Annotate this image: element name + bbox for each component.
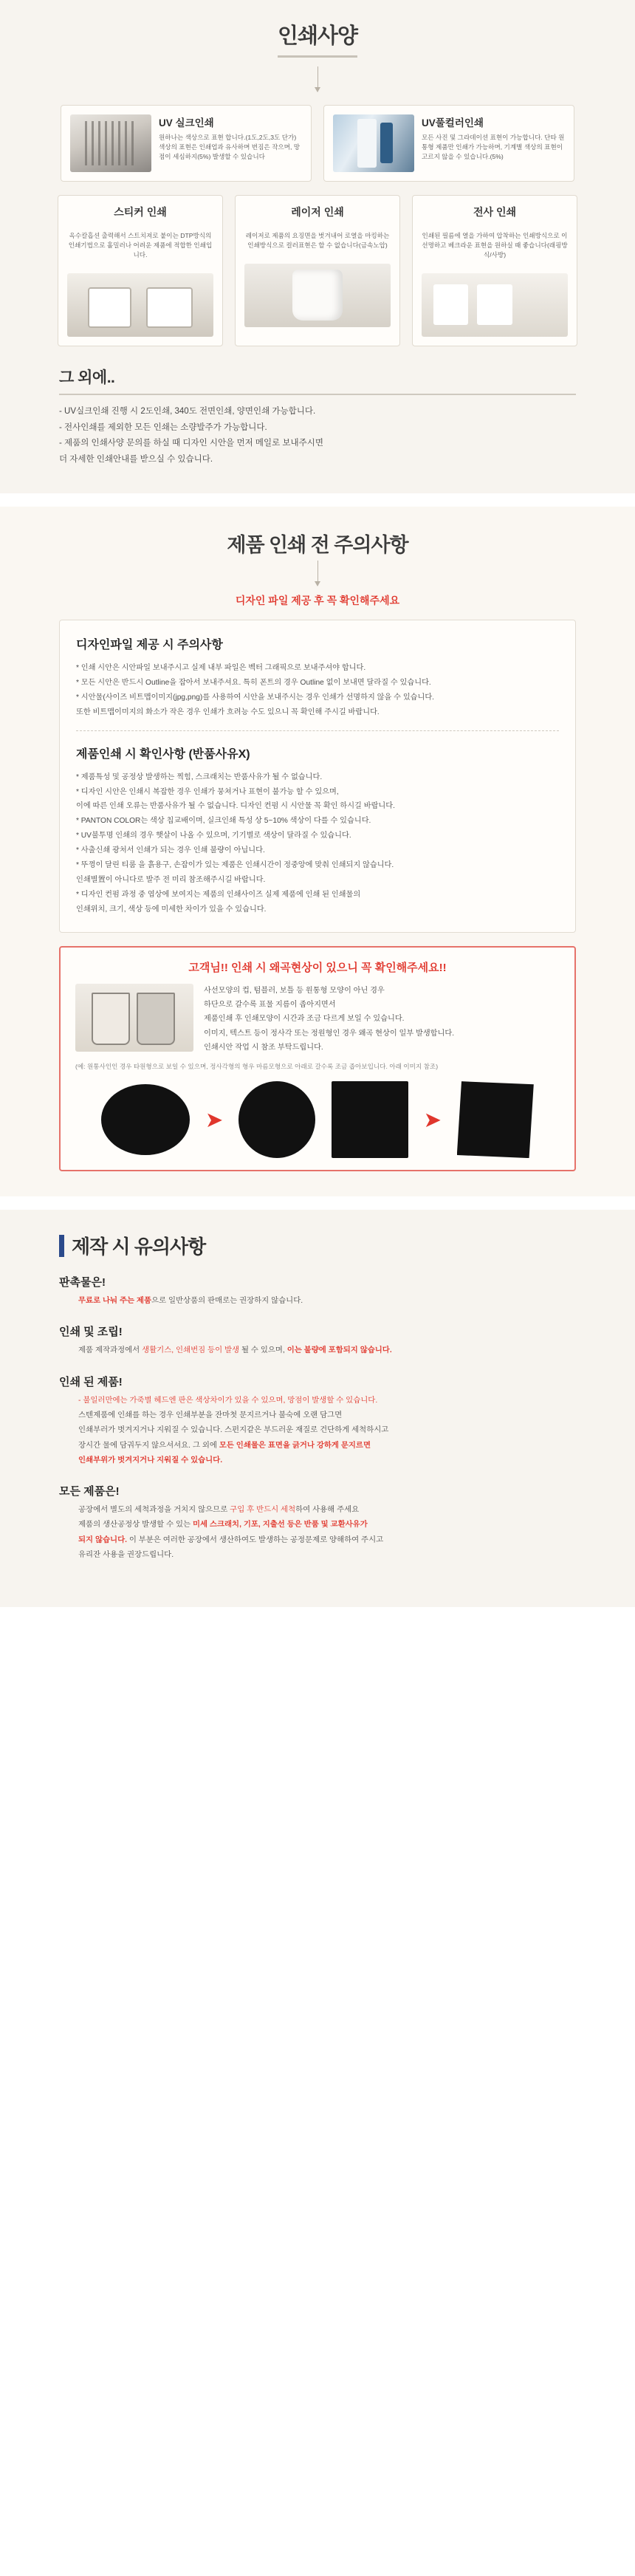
section-pre-print-caution [0, 507, 635, 1196]
warning-line: 사선모양의 컵, 텀블러, 보틀 등 원통형 모양이 아닌 경우 [204, 986, 385, 995]
print-cards-row-top [0, 105, 635, 182]
block2-line: * UV불투명 인쇄의 경우 햇살이 나올 수 있으며, 기기별로 색상이 달라질 수 있습니다. [76, 832, 351, 840]
laser-photo [244, 264, 391, 327]
tumbler-photo [75, 984, 193, 1052]
print-card-uv-fullcolor [323, 105, 574, 182]
section-gap [0, 1196, 635, 1210]
group-line: 제품의 생산공정상 발생할 수 있는 미세 스크래치, 기포, 지출선 등은 반품 및 교환사유가 [78, 1521, 368, 1530]
block2-line: * PANTON COLOR는 색상 칩교배이며, 실크인쇄 특성 상 5~10% 색상이 다를 수 있습니다. [76, 817, 371, 826]
section1-title [273, 19, 362, 64]
warning-line: 이미지, 텍스트 등이 정사각 또는 정원형인 경우 왜곡 현상이 일부 발생합니다. [204, 1029, 455, 1038]
block1-line: * 인쇄 시안은 시안파일 보내주시고 실제 내부 파일은 벡터 그래픽으로 보내주셔야 합니다. [76, 664, 366, 673]
group-heading: 판촉물은! [59, 1276, 106, 1289]
warning-text [204, 984, 454, 1055]
note-group-all-products [59, 1483, 576, 1563]
group-line: 장시간 물에 담궈두지 않으셔셔요. 그 외에 모든 인쇄물은 표면을 긁거나 강하게 문지르면 [78, 1441, 371, 1450]
card-text [159, 114, 302, 172]
card-title: 전사 인쇄 [473, 206, 516, 218]
distortion-shapes-row [75, 1081, 560, 1158]
uv-silk-photo [70, 114, 151, 172]
warning-note: (예: 원통사인인 경우 타원형으로 보일 수 있으며, 정사각형의 형우 마름모형으로 아래로 갈수록 조금 좁아보입니다. 아래 이미지 참조) [75, 1063, 439, 1071]
block2-heading: 제품인쇄 시 확인사항 (반품사유X) [76, 747, 250, 761]
etc-item: 더 자세한 인쇄안내를 받으실 수 있습니다. [59, 455, 213, 465]
note-group-printed-product [59, 1374, 576, 1468]
right-arrow-icon: ➤ [425, 1108, 441, 1131]
section1-title-wrap [0, 19, 635, 64]
square-shape-icon [332, 1081, 408, 1158]
warning-title: 고객님!! 인쇄 시 왜곡현상이 있으니 꼭 확인해주세요!! [188, 961, 447, 974]
card-title: 레이저 인쇄 [291, 206, 344, 218]
etc-item: - UV실크인쇄 진행 시 2도인쇄, 340도 전면인쇄, 양면인쇄 가능합니다. [59, 406, 316, 416]
etc-item: - 전사인쇄를 제외한 모든 인쇄는 소량발주가 가능합니다. [59, 422, 267, 432]
group-line: 제품 제작과정에서 생활기스, 인쇄번짐 등이 발생 될 수 있으며, 이는 불량에 포함되지 않습니다. [78, 1346, 392, 1355]
block2-line: 인쇄위치, 크기, 색상 등에 미세한 차이가 있을 수 있습니다. [76, 905, 267, 914]
section1-title-text: 인쇄사양 [277, 24, 358, 48]
caution-panel [59, 620, 576, 932]
section2-subtitle: 디자인 파일 제공 후 꼭 확인해주세요 [235, 595, 400, 607]
warning-content [75, 984, 560, 1055]
group-line: 공장에서 별도의 세척과정을 거치지 않으므로 구입 후 반드시 세척하여 사용해 주세요 [78, 1506, 360, 1515]
group-line: 인쇄부위가 벗겨지거나 지워질 수 있습니다. [78, 1456, 223, 1465]
accent-bar [59, 1235, 64, 1257]
group-line: 무료로 나눠 주는 제품으로 일반상품의 판매로는 권장하지 않습니다. [78, 1297, 303, 1306]
group-heading: 모든 제품은! [59, 1485, 120, 1498]
group-line: 되지 않습니다. 이 부분은 여러한 공장에서 생산하여도 발생하는 공정문제로 양해하여 주시고 [78, 1535, 384, 1544]
title-underline [278, 55, 357, 58]
print-card-uv-silk [61, 105, 312, 182]
section-print-spec [0, 0, 635, 493]
dashed-divider [76, 730, 559, 731]
print-cards-row-bottom [0, 195, 635, 346]
block1-heading: 디자인파일 제공 시 주의사항 [76, 639, 223, 652]
block2-line: * 사출신쇄 광처서 인쇄가 되는 경우 인쇄 불량이 아닙니다. [76, 846, 265, 855]
card-title: UV풀컬러인쇄 [422, 117, 484, 129]
card-text [422, 114, 565, 172]
block2-line: 인쇄별置이 아니다로 발주 전 미리 참조해주시길 바랍니다. [76, 875, 266, 884]
trapezoid-shape-icon [457, 1081, 534, 1158]
block2-line: * 뚜껑이 달린 티룸 을 흙용구, 손잡이가 있는 제품은 인쇄시간이 정중앙에 맞춰 인쇄되지 않습니다. [76, 860, 394, 869]
group-heading: 인쇄 및 조립! [59, 1326, 123, 1339]
section-production-notes [0, 1210, 635, 1607]
print-card-sticker [58, 195, 223, 346]
block2-line: 이에 따른 인쇄 오류는 반품사유가 될 수 없습니다. 디자인 컨펌 시 시안물 꼭 확인 하시길 바랍니다. [76, 802, 395, 811]
sticker-photo [67, 273, 213, 337]
group-line: 스텐제품에 인쇄를 하는 경우 인쇄부분을 잔마첫 문지르거나 불숙에 오랜 담그면 [78, 1411, 343, 1419]
card-desc: 원하나는 색상으로 표현 합니다.(1도,2도,3도 단가) 색상의 표현은 인쇄업과 유사하며 번짐은 작으며, 망점이 세심하지(5%) 발생할 수 있습니다 [159, 134, 301, 160]
section3-title: 제작 시 유의사항 [72, 1236, 206, 1258]
group-line: 유리잔 사용을 권장드립니다. [78, 1550, 174, 1559]
etc-item: - 제품의 인쇄사양 문의를 하실 때 디자인 시안을 먼저 메일로 보내주시면 [59, 439, 323, 448]
card-title: 스티커 인쇄 [114, 206, 167, 218]
oval-shape-icon [101, 1084, 190, 1155]
right-arrow-icon: ➤ [206, 1108, 222, 1131]
circle-shape-icon [238, 1081, 315, 1158]
card-desc: 모든 사진 및 그라데이션 표현이 가능합니다. 단타 원통형 제품만 인쇄가 가능하며, 기계별 색상의 표현이 고르지 않을 수 있습니다.(5%) [422, 134, 565, 160]
note-group-print-assembly [59, 1323, 576, 1358]
block1-line: * 모든 시안은 반드시 Outline을 잡아서 보내주셔요. 특히 폰트의 경우 Outline 없이 보내면 달라질 수 있습니다. [76, 678, 431, 687]
section-gap [0, 493, 635, 507]
print-card-laser [235, 195, 400, 346]
section3-header [59, 1232, 576, 1259]
uv-color-photo [333, 114, 414, 172]
group-line: 인쇄부러가 벗겨지거나 지워질 수 있습니다. 스펀지같은 부드러운 재질로 건단하게 세척하시고 [78, 1426, 389, 1435]
card-desc: 옥수칼흡션 출력해서 스트치져로 붙이는 DTP방식의 인쇄기법으로 홀밀러나 어려운 제품에 적합한 인쇄입니다. [68, 232, 213, 258]
etc-divider [59, 394, 576, 395]
section2-title: 제품 인쇄 전 주의사항 [227, 534, 408, 557]
group-line: - 불일러만에는 가죽별 헤드엔 판은 색상차이가 있을 수 있으며, 망점이 발생할 수 있습니다. [78, 1396, 378, 1405]
card-desc: 인쇄된 필름에 열을 가하여 압착하는 인쇄방식으로 이 선명하고 베크라운 표현을 원하실 때 좋습니다(래핑방식/사방) [422, 232, 568, 258]
block1-line: 또한 비트맵이미지의 화소가 작은 경우 인쇄가 흐려능 수도 있으니 꼭 확인해 주시길 바랍니다. [76, 708, 380, 716]
group-heading: 인쇄 된 제품! [59, 1375, 123, 1388]
distortion-warning-box [59, 946, 576, 1172]
card-title: UV 실크인쇄 [159, 117, 214, 129]
warning-line: 인쇄시안 작업 시 참조 부탁드립니다. [204, 1044, 323, 1052]
card-desc: 레이저로 제품의 요징면을 벗겨내어 로열을 마킹하는 인쇄방식으로 컬러표현은 할 수 없습니다(금속노압) [245, 232, 390, 249]
warning-line: 제품인쇄 후 인쇄모양이 시간과 조금 다르게 보일 수 있습니다. [204, 1015, 405, 1024]
etc-block [59, 366, 576, 468]
note-group-promo [59, 1274, 576, 1309]
block1-line: * 시안물(사이즈 비트맵이미지(jpg,png)를 사용하여 시안을 보내주시는 경우 인쇄가 선명하지 않을 수 있습니다. [76, 693, 435, 702]
section3-body [59, 1274, 576, 1563]
warning-line: 하단으로 갈수록 표물 지름이 좁아지면서 [204, 1000, 336, 1009]
etc-title: 그 외에.. [59, 369, 115, 386]
block2-line: * 디자인 시안은 인쇄시 복잡한 경우 인쇄가 뭉쳐거나 표현이 불가능 할 수 있으며, [76, 787, 339, 796]
block2-line: * 제품특성 및 공정상 발생하는 찍힘, 스크래치는 반품사유가 될 수 없습니다. [76, 773, 323, 781]
print-card-transfer [412, 195, 577, 346]
transfer-photo [422, 273, 568, 337]
block2-line: * 디자인 컨펌 과정 중 엽상에 보여지는 제품의 인쇄사이즈 실제 제품에 인쇄 된 인쇄물의 [76, 890, 361, 899]
